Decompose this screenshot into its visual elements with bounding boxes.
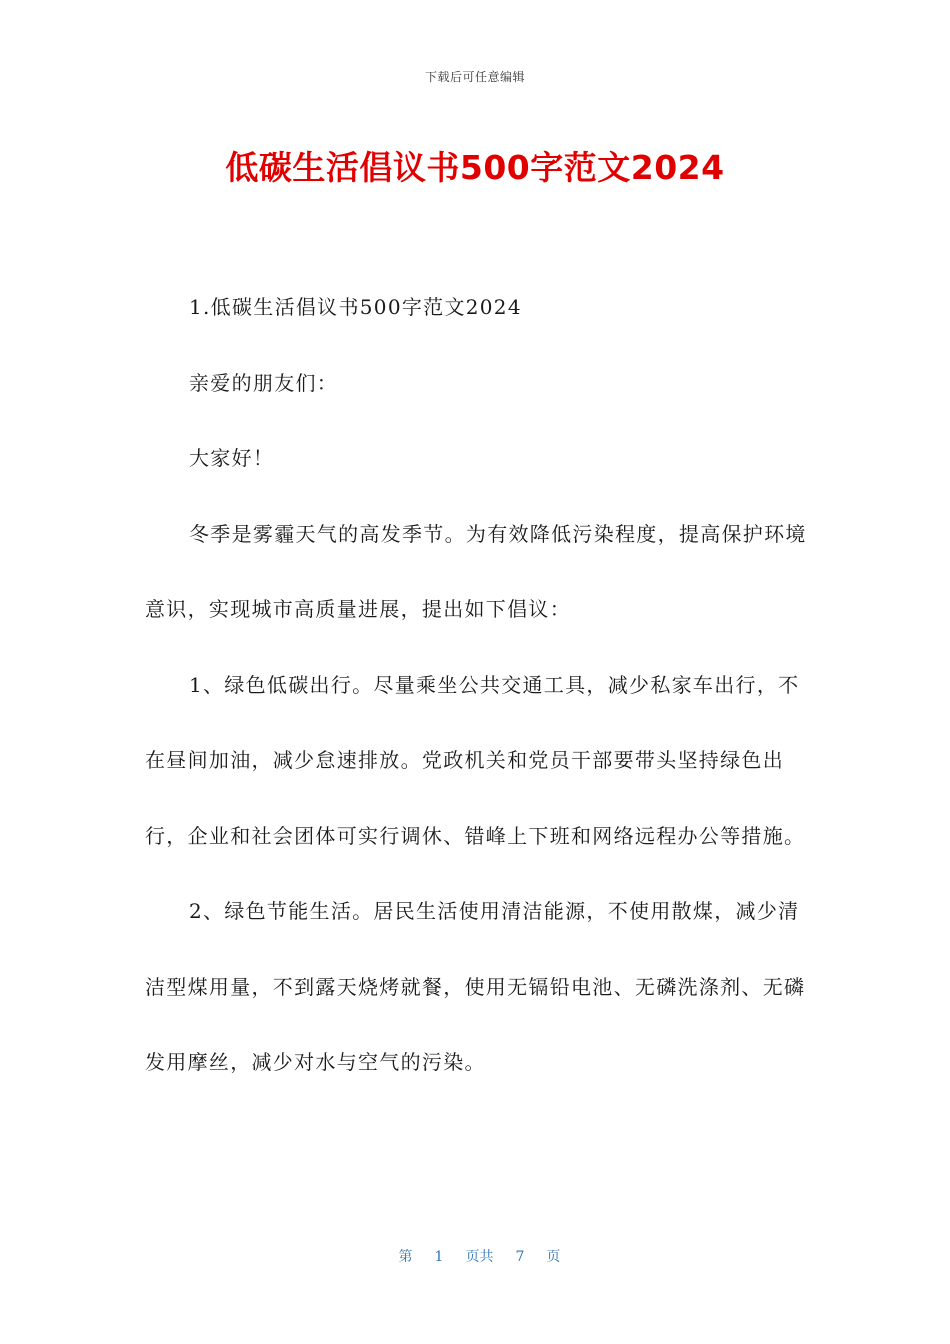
footer-page-prefix: 第 — [398, 1249, 413, 1265]
paragraph-intro: 冬季是雾霾天气的高发季节。为有效降低污染程度，提高保护环境意识，实现城市高质量进展，提出如下倡议： — [145, 521, 807, 621]
paragraph-greeting: 大家好！ — [189, 446, 275, 470]
document-body — [145, 270, 815, 1101]
footer-page-suffix: 页 — [546, 1249, 561, 1265]
paragraph-item-1: 1、绿色低碳出行。尽量乘坐公共交通工具，减少私家车出行，不在昼间加油，减少怠速排放。党政机关和党员干部要带头坚持绿色出行，企业和社会团体可实行调休、错峰上下班和网络远程办公等措施。 — [145, 672, 806, 848]
footer-page-mid: 页共 — [465, 1249, 494, 1265]
paragraph-heading: 1.低碳生活倡议书500字范文2024 — [189, 295, 522, 319]
page-footer — [0, 1230, 950, 1266]
footer-total-pages: 7 — [515, 1249, 525, 1265]
document-title: 低碳生活倡议书500字范文2024 — [225, 148, 725, 187]
header-note: 下载后可任意编辑 — [424, 70, 525, 84]
footer-current-page: 1 — [434, 1249, 444, 1265]
paragraph-salutation: 亲爱的朋友们： — [189, 370, 339, 395]
paragraph-item-2: 2、绿色节能生活。居民生活使用清洁能源，不使用散煤，减少清洁型煤用量，不到露天烧烤就餐，使用无镉铅电池、无磷洗涤剂、无磷发用摩丝，减少对水与空气的污染。 — [145, 899, 806, 1074]
